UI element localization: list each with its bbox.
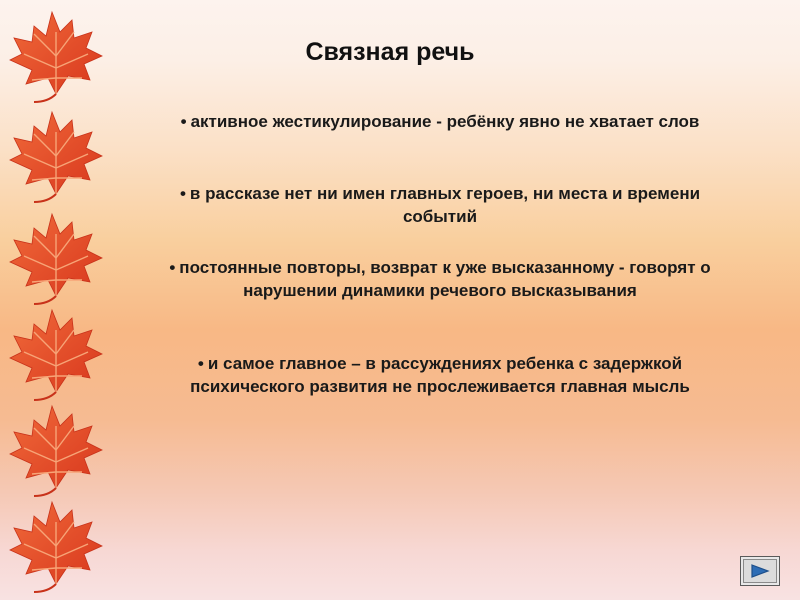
bullet-text: в рассказе нет ни имен главных героев, ни места и времени (189, 184, 701, 203)
bullet-marker: • (179, 184, 186, 203)
bullet-line: нарушении динамики речевого высказывания (243, 281, 637, 300)
next-slide-button[interactable] (740, 556, 780, 586)
page-title: Связная речь (305, 38, 475, 66)
maple-leaf-icon (4, 108, 108, 204)
maple-leaf-border (0, 0, 120, 600)
bullet-line (120, 352, 760, 375)
bullet-item-2 (120, 182, 760, 228)
bullet-item-4 (120, 352, 760, 398)
bullet-text: и самое главное – в рассуждениях ребенка с задержкой (207, 354, 683, 373)
bullet-line: психического развития не прослеживается главная мысль (190, 377, 690, 396)
play-next-icon (749, 563, 771, 579)
next-slide-button-face[interactable] (743, 559, 777, 583)
bullet-marker: • (197, 354, 204, 373)
bullet-marker: • (180, 112, 187, 131)
maple-leaf-icon (4, 306, 108, 402)
bullet-line (120, 110, 760, 133)
bullet-line (120, 182, 760, 205)
bullet-text: постоянные повторы, возврат к уже высказанному - говорят о (179, 258, 711, 277)
bullet-marker: • (169, 258, 176, 277)
maple-leaf-icon (4, 210, 108, 306)
bullet-line: событий (402, 207, 478, 226)
maple-leaf-icon (4, 402, 108, 498)
bullet-line (110, 256, 770, 279)
bullet-item-1 (120, 110, 760, 133)
maple-leaf-icon (4, 498, 108, 594)
bullet-item-3 (110, 256, 770, 302)
bullet-text: активное жестикулирование - ребёнку явно не хватает слов (190, 112, 700, 131)
